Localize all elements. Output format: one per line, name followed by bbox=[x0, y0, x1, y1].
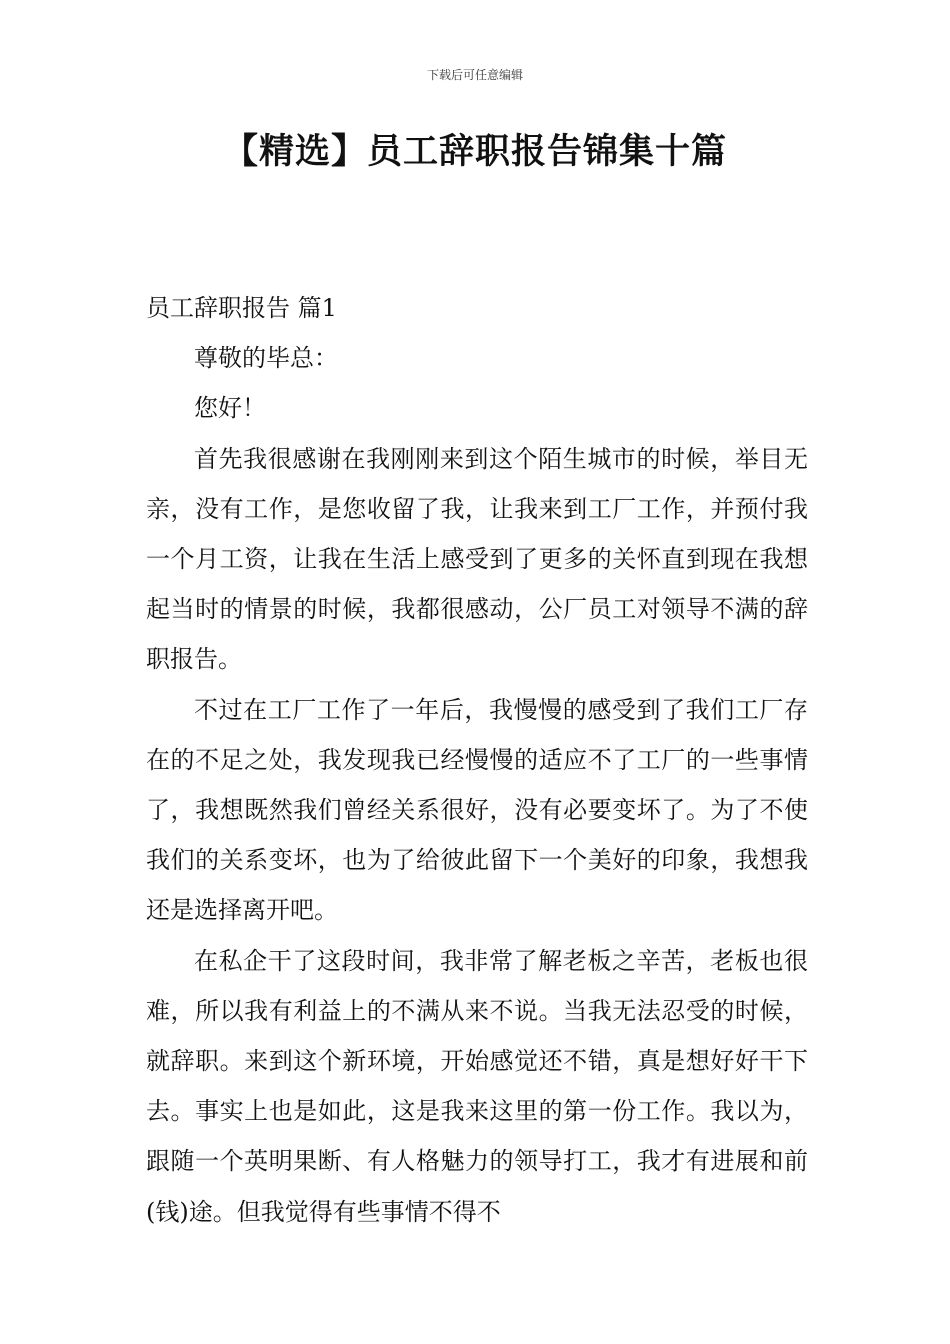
section-heading: 员工辞职报告 篇1 bbox=[146, 294, 337, 322]
greeting: 您好！ bbox=[194, 394, 266, 423]
header-note: 下载后可任意编辑 bbox=[426, 68, 523, 82]
document-title: 【精选】员工辞职报告锦集十篇 bbox=[222, 132, 727, 172]
document-body bbox=[146, 283, 808, 1237]
body-paragraph-2: 不过在工厂工作了一年后，我慢慢的感受到了我们工厂存在的不足之处，我发现我已经慢慢的适应不了工厂的一些事情了，我想既然我们曾经关系很好，没有必要变坏了。为了不使我们的关系变坏，也为了给彼此留下一个美好的印象，我想我还是选择离开吧。 bbox=[146, 695, 808, 925]
salutation: 尊敬的毕总： bbox=[194, 344, 338, 373]
body-paragraph-1: 首先我很感谢在我刚刚来到这个陌生城市的时候，举目无亲，没有工作，是您收留了我，让我来到工厂工作，并预付我一个月工资，让我在生活上感受到了更多的关怀直到现在我想起当时的情景的时候，我都很感动，公厂员工对领导不满的辞职报告。 bbox=[146, 444, 808, 674]
body-paragraph-3: 在私企干了这段时间，我非常了解老板之辛苦，老板也很难，所以我有利益上的不满从来不说。当我无法忍受的时候，就辞职。来到这个新环境，开始感觉还不错，真是想好好干下去。事实上也是如此，这是我来这里的第一份工作。我以为，跟随一个英明果断、有人格魅力的领导打工，我才有进展和前(钱)途。但我觉得有些事情不得不 bbox=[146, 946, 808, 1226]
